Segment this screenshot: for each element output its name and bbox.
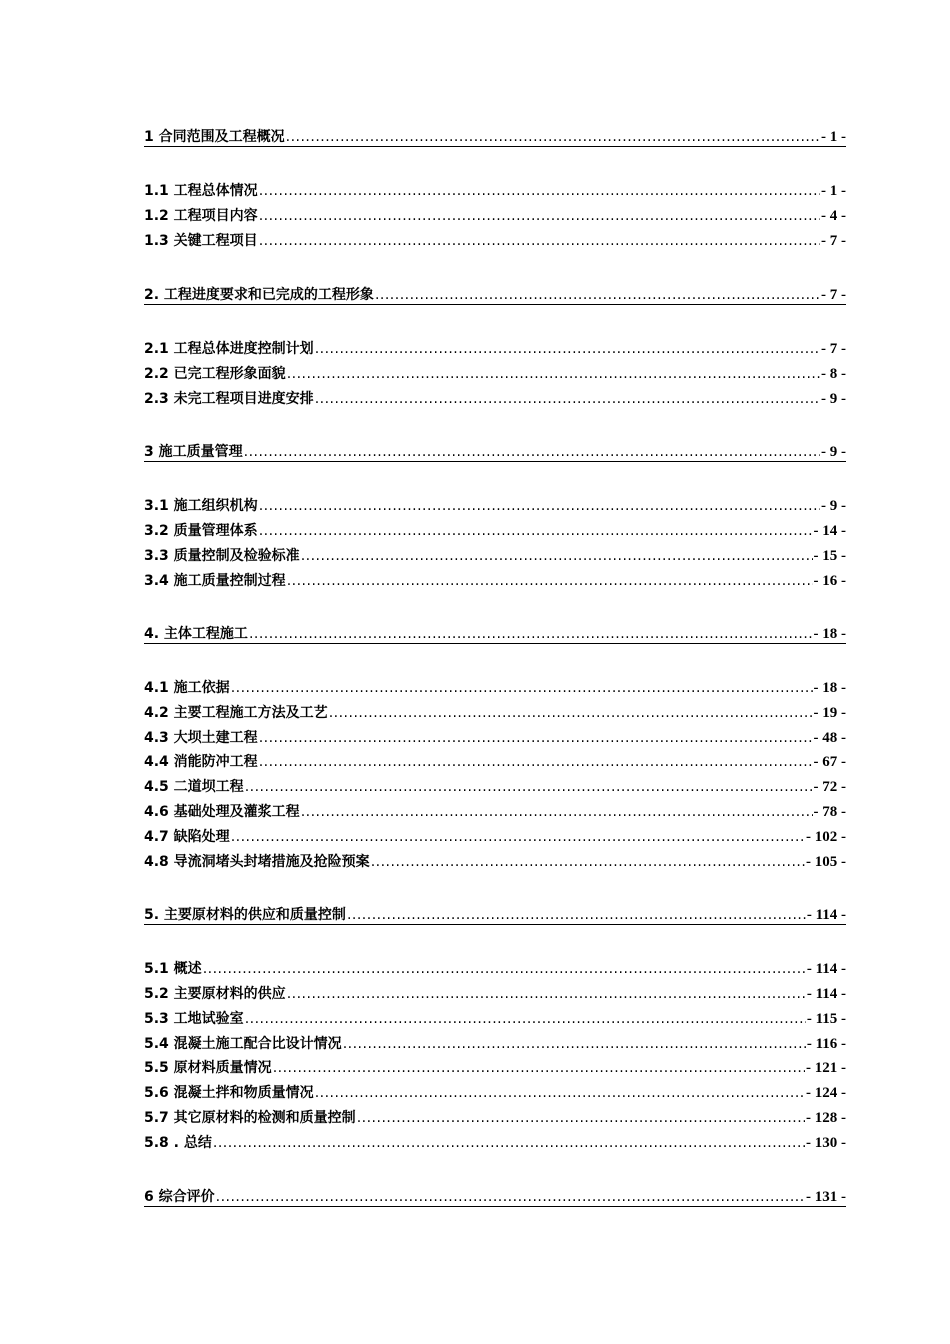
- toc-entry[interactable]: [144, 1033, 846, 1053]
- dot-leader: [259, 753, 813, 771]
- toc-entry-title: 5.3 工地试验室: [144, 1011, 244, 1027]
- toc-entry-title: 1.1 工程总体情况: [144, 183, 258, 199]
- toc-entry[interactable]: [144, 230, 846, 250]
- toc-entry-title: 6 综合评价: [144, 1189, 215, 1205]
- dot-leader: [371, 853, 805, 871]
- toc-entry[interactable]: [144, 545, 846, 565]
- toc-entry-title: 5.8 . 总结: [144, 1135, 212, 1151]
- toc-entry-title: 3.3 质量控制及检验标准: [144, 548, 300, 564]
- dot-leader: [244, 443, 820, 461]
- toc-entry-title: 4.7 缺陷处理: [144, 829, 230, 845]
- toc-entry-page-number: - 9 -: [821, 391, 846, 407]
- toc-entry-page-number: - 16 -: [813, 573, 846, 589]
- toc-entry-title: 1.2 工程项目内容: [144, 208, 258, 224]
- toc-entry[interactable]: [144, 727, 846, 747]
- toc-entry-title: 2.1 工程总体进度控制计划: [144, 341, 314, 357]
- toc-entry[interactable]: [144, 1057, 846, 1077]
- toc-entry-page-number: - 48 -: [813, 730, 846, 746]
- dot-leader: [287, 365, 820, 383]
- toc-entry[interactable]: [144, 363, 846, 383]
- toc-entry-page-number: - 78 -: [813, 804, 846, 820]
- toc-entry-page-number: - 7 -: [821, 287, 846, 303]
- toc-entry-page-number: - 1 -: [821, 129, 846, 145]
- toc-entry[interactable]: [144, 702, 846, 722]
- toc-entry[interactable]: [144, 1008, 846, 1028]
- toc-section-entry[interactable]: [144, 126, 846, 147]
- dot-leader: [216, 1188, 805, 1206]
- toc-entry-page-number: - 128 -: [806, 1110, 846, 1126]
- toc-entry-title: 5.6 混凝土拌和物质量情况: [144, 1085, 314, 1101]
- toc-entry[interactable]: [144, 1107, 846, 1127]
- toc-entry-page-number: - 116 -: [806, 1036, 846, 1052]
- toc-entry[interactable]: [144, 338, 846, 358]
- toc-entry-title: 4.8 导流洞堵头封堵措施及抢险预案: [144, 854, 370, 870]
- toc-entry-page-number: - 124 -: [806, 1085, 846, 1101]
- toc-entry-title: 5.2 主要原材料的供应: [144, 986, 286, 1002]
- toc-entry[interactable]: [144, 495, 846, 515]
- toc-entry-page-number: - 18 -: [813, 626, 846, 642]
- dot-leader: [315, 340, 820, 358]
- dot-leader: [273, 1059, 805, 1077]
- dot-leader: [259, 729, 813, 747]
- dot-leader: [231, 679, 813, 697]
- toc-entry-title: 5.1 概述: [144, 961, 202, 977]
- dot-leader: [347, 906, 806, 924]
- toc-entry-page-number: - 9 -: [821, 444, 846, 460]
- toc-entry-title: 3.4 施工质量控制过程: [144, 573, 286, 589]
- dot-leader: [259, 182, 820, 200]
- toc-entry-title: 2. 工程进度要求和已完成的工程形象: [144, 287, 374, 303]
- dot-leader: [259, 522, 813, 540]
- toc-entry-page-number: - 114 -: [806, 907, 846, 923]
- toc-entry-page-number: - 72 -: [813, 779, 846, 795]
- dot-leader: [301, 803, 813, 821]
- toc-entry-page-number: - 14 -: [813, 523, 846, 539]
- dot-leader: [231, 828, 805, 846]
- toc-section-entry[interactable]: [144, 284, 846, 305]
- dot-leader: [213, 1134, 805, 1152]
- toc-entry-page-number: - 114 -: [806, 986, 846, 1002]
- toc-entry-title: 4.1 施工依据: [144, 680, 230, 696]
- toc-section-entry[interactable]: [144, 904, 846, 925]
- toc-entry-page-number: - 121 -: [806, 1060, 846, 1076]
- toc-entry-page-number: - 4 -: [821, 208, 846, 224]
- toc-entry[interactable]: [144, 520, 846, 540]
- toc-entry-page-number: - 7 -: [821, 341, 846, 357]
- toc-entry[interactable]: [144, 826, 846, 846]
- toc-entry-title: 3 施工质量管理: [144, 444, 243, 460]
- toc-entry-title: 2.2 已完工程形象面貌: [144, 366, 286, 382]
- toc-entry-page-number: - 67 -: [813, 754, 846, 770]
- toc-entry-page-number: - 102 -: [806, 829, 846, 845]
- toc-section-entry[interactable]: [144, 1186, 846, 1207]
- toc-entry-page-number: - 114 -: [806, 961, 846, 977]
- toc-entry[interactable]: [144, 958, 846, 978]
- dot-leader: [343, 1035, 806, 1053]
- toc-entry-title: 4.5 二道坝工程: [144, 779, 244, 795]
- toc-entry[interactable]: [144, 1132, 846, 1152]
- dot-leader: [287, 985, 806, 1003]
- dot-leader: [375, 286, 820, 304]
- toc-entry-page-number: - 130 -: [806, 1135, 846, 1151]
- toc-entry[interactable]: [144, 776, 846, 796]
- toc-entry-title: 5. 主要原材料的供应和质量控制: [144, 907, 346, 923]
- dot-leader: [249, 625, 813, 643]
- dot-leader: [203, 960, 806, 978]
- toc-entry-page-number: - 8 -: [821, 366, 846, 382]
- toc-entry-title: 4.2 主要工程施工方法及工艺: [144, 705, 328, 721]
- toc-entry-page-number: - 15 -: [813, 548, 846, 564]
- dot-leader: [286, 128, 820, 146]
- toc-entry-title: 5.5 原材料质量情况: [144, 1060, 272, 1076]
- toc-entry-page-number: - 105 -: [806, 854, 846, 870]
- toc-entry[interactable]: [144, 677, 846, 697]
- toc-entry-title: 5.7 其它原材料的检测和质量控制: [144, 1110, 356, 1126]
- toc-entry-title: 4.6 基础处理及灌浆工程: [144, 804, 300, 820]
- toc-entry-title: 1 合同范围及工程概况: [144, 129, 285, 145]
- toc-entry-title: 3.1 施工组织机构: [144, 498, 258, 514]
- dot-leader: [259, 497, 820, 515]
- toc-entry-page-number: - 115 -: [806, 1011, 846, 1027]
- toc-entry-title: 5.4 混凝土施工配合比设计情况: [144, 1036, 342, 1052]
- dot-leader: [287, 572, 813, 590]
- toc-entry-page-number: - 7 -: [821, 233, 846, 249]
- toc-entry-title: 1.3 关键工程项目: [144, 233, 258, 249]
- toc-entry-page-number: - 1 -: [821, 183, 846, 199]
- toc-entry[interactable]: [144, 751, 846, 771]
- dot-leader: [259, 207, 820, 225]
- toc-entry-title: 4.3 大坝土建工程: [144, 730, 258, 746]
- dot-leader: [301, 547, 813, 565]
- table-of-contents: [144, 0, 846, 1344]
- toc-entry-page-number: - 131 -: [806, 1189, 846, 1205]
- toc-entry-title: 2.3 未完工程项目进度安排: [144, 391, 314, 407]
- toc-entry[interactable]: [144, 388, 846, 408]
- toc-entry[interactable]: [144, 570, 846, 590]
- dot-leader: [357, 1109, 805, 1127]
- dot-leader: [329, 704, 813, 722]
- dot-leader: [245, 1010, 806, 1028]
- dot-leader: [315, 1084, 805, 1102]
- toc-section-entry[interactable]: [144, 623, 846, 644]
- toc-entry[interactable]: [144, 180, 846, 200]
- toc-entry-page-number: - 9 -: [821, 498, 846, 514]
- toc-entry-title: 3.2 质量管理体系: [144, 523, 258, 539]
- toc-section-entry[interactable]: [144, 441, 846, 462]
- dot-leader: [245, 778, 813, 796]
- toc-entry[interactable]: [144, 801, 846, 821]
- toc-entry-title: 4.4 消能防冲工程: [144, 754, 258, 770]
- toc-entry-title: 4. 主体工程施工: [144, 626, 248, 642]
- toc-entry-page-number: - 18 -: [813, 680, 846, 696]
- toc-entry[interactable]: [144, 851, 846, 871]
- toc-entry[interactable]: [144, 205, 846, 225]
- toc-entry[interactable]: [144, 1082, 846, 1102]
- toc-entry-page-number: - 19 -: [813, 705, 846, 721]
- toc-entry[interactable]: [144, 983, 846, 1003]
- dot-leader: [315, 390, 820, 408]
- dot-leader: [259, 232, 820, 250]
